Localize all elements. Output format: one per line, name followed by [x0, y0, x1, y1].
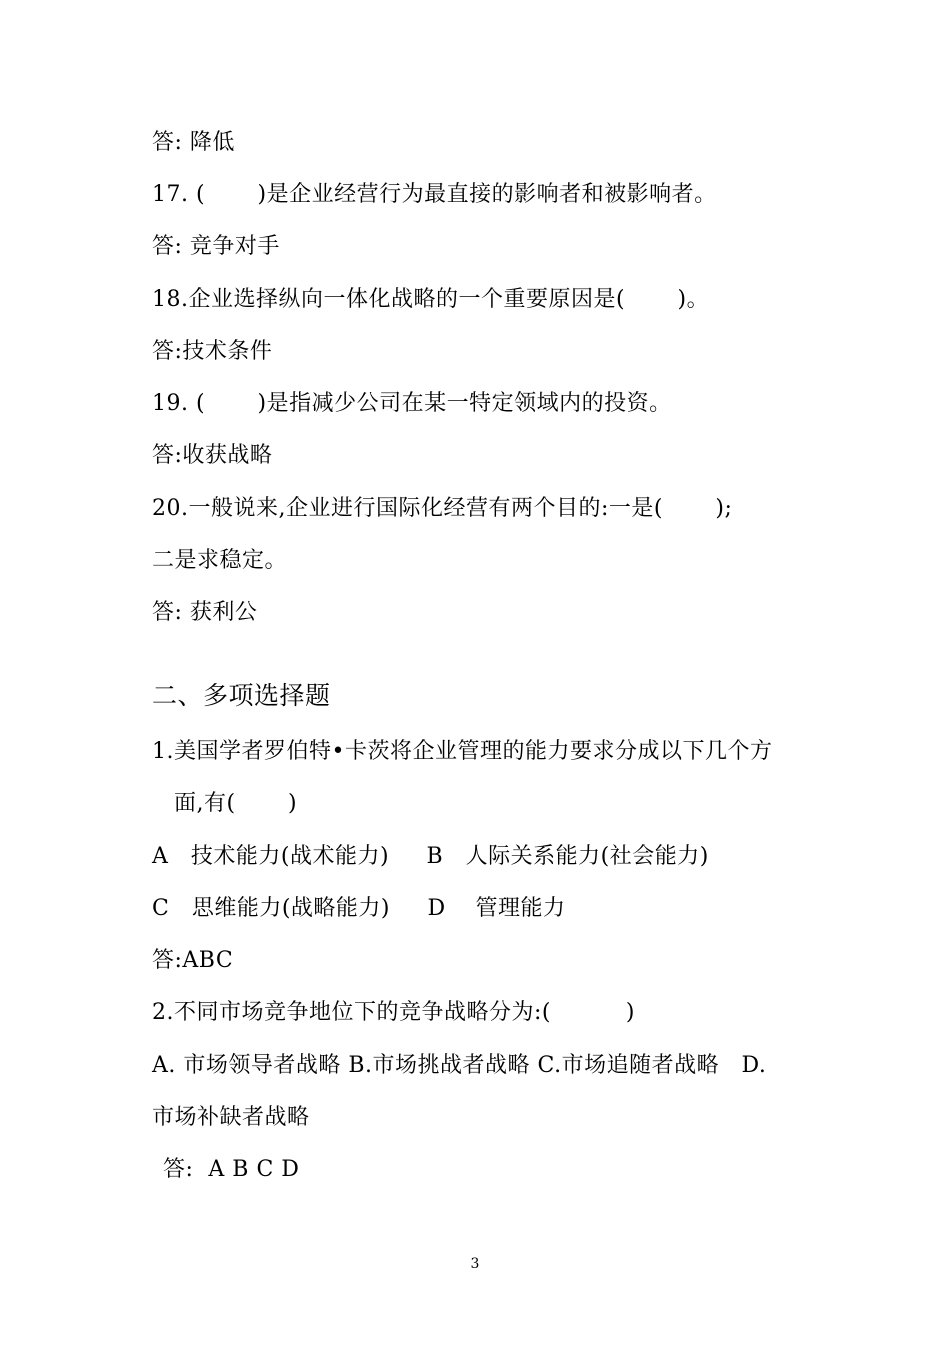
mc-question-2: 2.不同市场竞争地位下的竞争战略分为:( ) — [152, 1000, 636, 1025]
answer-16: 答: 降低 — [152, 130, 235, 155]
mc-question-1-continued: 面,有( ) — [174, 791, 298, 816]
mc-answer-2: 答: A B C D — [163, 1157, 300, 1182]
section-heading-multiple-choice: 二、多项选择题 — [152, 681, 331, 710]
question-19: 19. ( )是指减少公司在某一特定领域内的投资。 — [152, 391, 672, 416]
mc-answer-1: 答:ABC — [152, 948, 234, 973]
question-18: 18.企业选择纵向一体化战略的一个重要原因是( )。 — [152, 287, 710, 312]
page-number: 3 — [470, 1256, 480, 1272]
mc-question-1-options-cd: C 思维能力(战略能力) D 管理能力 — [152, 896, 566, 921]
answer-18: 答:技术条件 — [152, 339, 273, 364]
mc-question-2-options: A. 市场领导者战略 B.市场挑战者战略 C.市场追随者战略 D. — [152, 1053, 767, 1078]
question-20: 20.一般说来,企业进行国际化经营有两个目的:一是( ); — [152, 496, 733, 521]
mc-question-1-options-ab: A 技术能力(战术能力) B 人际关系能力(社会能力) — [152, 844, 709, 869]
answer-17: 答: 竞争对手 — [152, 234, 280, 259]
answer-19: 答:收获战略 — [152, 443, 273, 468]
mc-question-2-options-continued: 市场补缺者战略 — [152, 1105, 310, 1130]
mc-question-1: 1.美国学者罗伯特•卡茨将企业管理的能力要求分成以下几个方 — [152, 739, 773, 764]
question-17: 17. ( )是企业经营行为最直接的影响者和被影响者。 — [152, 182, 717, 207]
answer-20: 答: 获利公 — [152, 600, 258, 625]
question-20-continued: 二是求稳定。 — [152, 548, 288, 573]
